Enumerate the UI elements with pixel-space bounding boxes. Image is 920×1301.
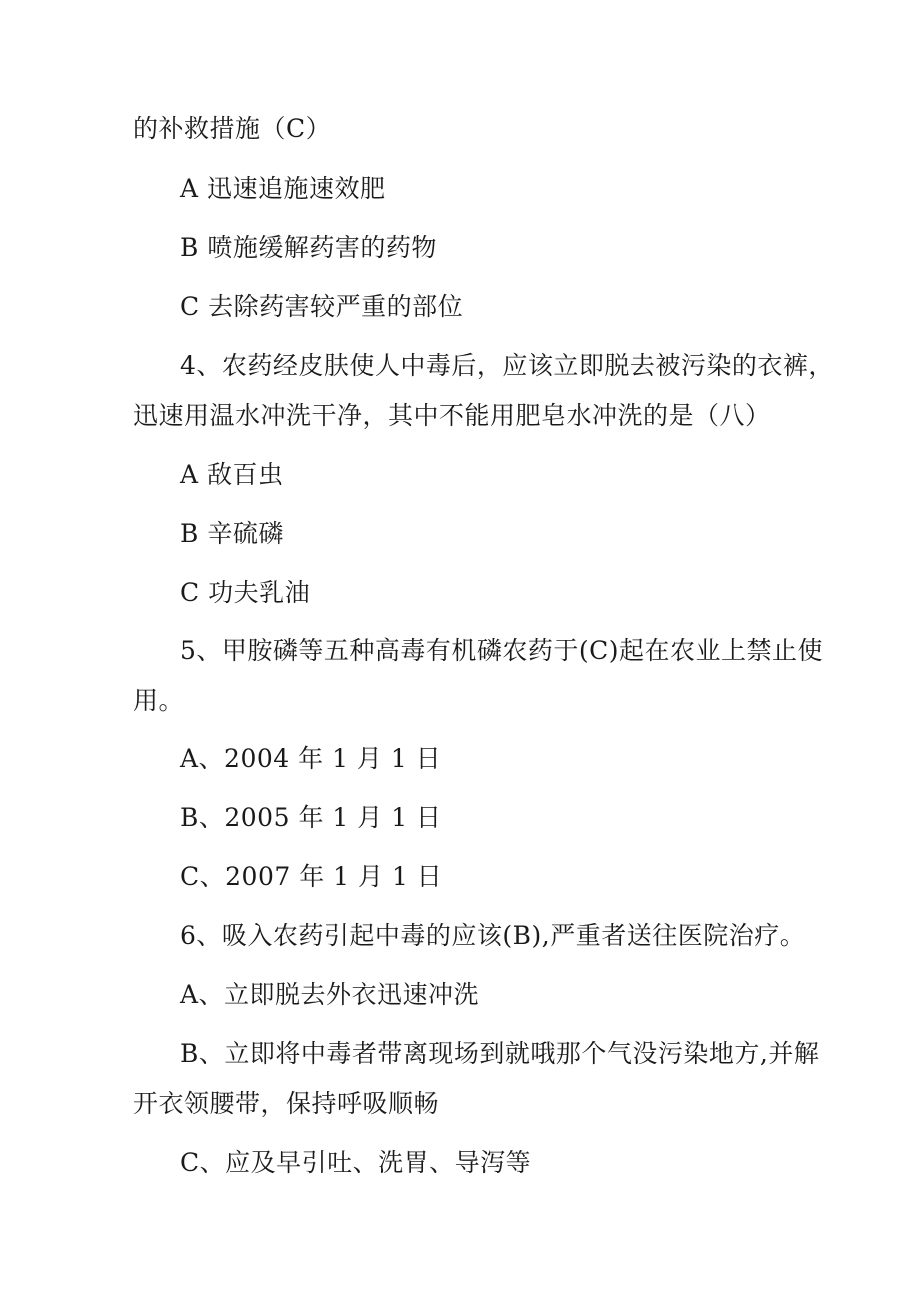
question-6-option-b-line-1: B、立即将中毒者带离现场到就哦那个气没污染地方,并解: [180, 1039, 820, 1068]
question-5-option-c: C、2007 年 1 月 1 日: [180, 862, 443, 891]
question-3-continuation: 的补救措施（C）: [133, 114, 332, 143]
question-4-line-1: 4、农药经皮肤使人中毒后，应该立即脱去被污染的衣裤，: [180, 351, 834, 380]
question-6-option-c: C、应及早引吐、洗胃、导泻等: [180, 1148, 532, 1177]
question-6-option-a: A、立即脱去外衣迅速冲洗: [180, 980, 480, 1009]
question-4-option-a: A 敌百虫: [180, 460, 284, 489]
question-3-option-c: C 去除药害较严重的部位: [180, 292, 464, 321]
question-5-option-b: B、2005 年 1 月 1 日: [180, 803, 442, 832]
question-5-option-a: A、2004 年 1 月 1 日: [180, 744, 442, 773]
question-6-option-b-line-2: 开衣领腰带，保持呼吸顺畅: [133, 1089, 440, 1118]
question-5-line-2: 用。: [133, 686, 185, 715]
question-5-line-1: 5、甲胺磷等五种高毒有机磷农药于(C)起在农业上禁止使: [180, 636, 824, 665]
question-4-option-c: C 功夫乳油: [180, 578, 311, 607]
question-3-option-a: A 迅速追施速效肥: [180, 174, 386, 203]
question-4-line-2: 迅速用温水冲洗干净，其中不能用肥皂水冲洗的是（八）: [133, 401, 771, 430]
question-3-option-b: B 喷施缓解药害的药物: [180, 233, 437, 262]
question-6-line-1: 6、吸入农药引起中毒的应该(B),严重者送往医院治疗。: [180, 921, 806, 950]
question-4-option-b: B 辛硫磷: [180, 519, 284, 548]
